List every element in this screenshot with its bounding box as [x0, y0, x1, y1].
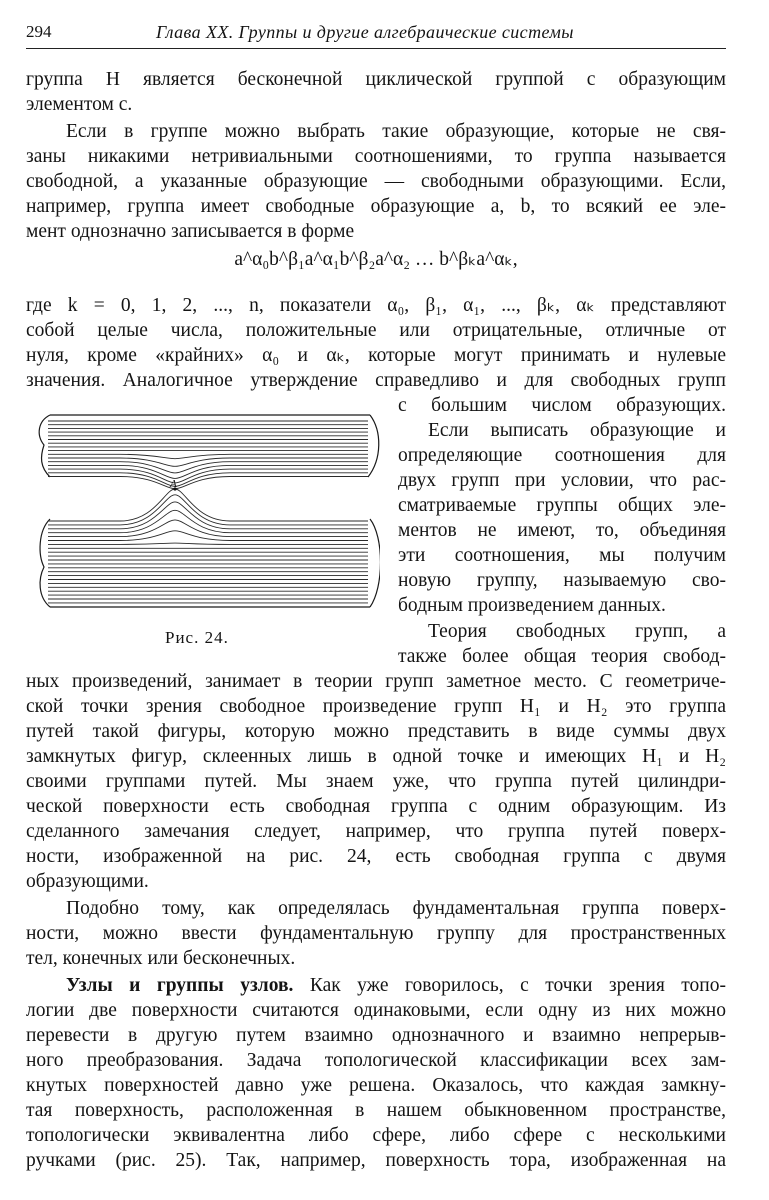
hatch-line: [48, 489, 368, 521]
surface-hatching: [48, 421, 368, 603]
text-line: определяющие соотношения для: [398, 445, 726, 466]
text-line: сматриваемые группы общих эле-: [398, 495, 726, 516]
hatch-line: [48, 477, 368, 489]
text-line: Теория свободных групп, а: [428, 621, 726, 642]
point-a-label: A: [170, 478, 177, 490]
page-number: 294: [26, 22, 52, 41]
text-line: ческой поверхности есть свободная группа с одним образующим. Из: [26, 796, 726, 817]
text-line: бодным произведением данных.: [398, 595, 666, 616]
text-line: тая поверхность, расположенная в нашем обыкновенном пространстве,: [26, 1100, 726, 1121]
text-line: эти соотношения, мы получим: [398, 545, 726, 566]
text-line: ных произведений, занимает в теории групп заметное место. С геометриче-: [26, 671, 726, 692]
text-line: с большим числом образующих.: [398, 395, 726, 416]
text-line: тел, конечных или бесконечных.: [26, 948, 296, 969]
text-line: ного преобразования. Задача топологической классификации всех зам-: [26, 1050, 726, 1071]
formula: a^α₀b^β₁a^α₁b^β₂a^α₂ … b^βₖa^αₖ,: [234, 249, 518, 270]
text-line: значения. Аналогичное утверждение справедливо и для свободных групп: [26, 370, 726, 391]
text-line: ручками (рис. 25). Так, например, поверхность тора, изображенная на: [26, 1150, 726, 1171]
text-line: кнутых поверхностей давно уже решена. Оказалось, что каждая замкну-: [26, 1075, 726, 1096]
figure-caption: Рис. 24.: [165, 628, 229, 647]
lower-cylinder-left-end: [40, 519, 50, 607]
text-line: [66, 974, 726, 998]
text-line: группа H является бесконечной циклической группой с образующим: [26, 69, 726, 90]
text-line: образующими.: [26, 871, 149, 892]
text-line: путей такой фигуры, которую можно представить в виде суммы двух: [26, 721, 726, 742]
text-line: своими группами путей. Мы знаем уже, что группа путей цилиндри-: [26, 771, 726, 792]
text-span: Как уже говорилось, с точки зрения топо-: [309, 975, 726, 996]
text-line: заны никакими нетривиальными соотношениями, то группа называется: [26, 146, 726, 167]
text-line: собой целые числа, положительные или отрицательные, отличные от: [26, 320, 726, 341]
text-line: Если в группе можно выбрать такие образующие, которые не свя-: [66, 121, 726, 142]
text-line: мент однозначно записывается в форме: [26, 221, 355, 242]
lower-cylinder-right-end: [370, 519, 380, 607]
text-line: новую группу, называемую сво-: [398, 570, 726, 591]
text-line: логии две поверхности считаются одинаковыми, если одну из них можно: [26, 1000, 726, 1021]
text-line: сделанного замечания следует, например, что группа путей поверх-: [26, 821, 726, 842]
text-line: свободной, а указанные образующие — свободными образующими. Если,: [26, 171, 726, 192]
page-header: [26, 18, 726, 48]
hatch-line: [48, 510, 368, 532]
section-heading: Узлы и группы узлов.: [66, 975, 294, 996]
hatch-line: [48, 543, 368, 544]
hatch-line: [48, 469, 368, 483]
hatch-line: [48, 495, 368, 525]
text-line: нуля, кроме «крайних» α₀ и αₖ, которые могут принимать и нулевые: [26, 345, 726, 366]
hatch-line: [48, 520, 368, 537]
text-line: ности, изображенной на рис. 24, есть свободная группа с двумя: [26, 846, 726, 867]
text-line: ности, можно ввести фундаментальную группу для пространственных: [26, 923, 726, 944]
upper-cylinder-right-end: [368, 415, 379, 477]
text-line: где k = 0, 1, 2, ..., n, показатели α₀, β₁, α₁, ..., βₖ, αₖ представляют: [26, 295, 726, 316]
running-title: Глава XX. Группы и другие алгебраические системы: [156, 22, 574, 42]
text-line: также более общая теория свобод-: [398, 646, 726, 667]
text-line: Подобно тому, как определялась фундаментальная группа поверх-: [66, 898, 726, 919]
text-line: например, группа имеет свободные образующие a, b, то всякий ее эле-: [26, 196, 726, 217]
text-line: элементом c.: [26, 94, 133, 115]
hatch-line: [48, 473, 368, 487]
text-line: ской точки зрения свободное произведение групп H₁ и H₂ это группа: [26, 696, 726, 717]
text-line: перевести в другую путем взаимно однозначного и взаимно непрерыв-: [26, 1025, 726, 1046]
header-rule: [26, 48, 726, 49]
figure-two-cylinders: [30, 407, 380, 619]
text-line: топологически эквивалентна либо сфере, либо сфере с несколькими: [26, 1125, 726, 1146]
text-line: замкнутых фигур, склеенных лишь в одной точке и имеющих H₁ и H₂: [26, 746, 726, 767]
text-line: Если выписать образующие и: [428, 420, 726, 441]
text-line: двух групп при условии, что рас-: [398, 470, 726, 491]
text-line: ментов не имеют, то, объединяя: [398, 520, 726, 541]
